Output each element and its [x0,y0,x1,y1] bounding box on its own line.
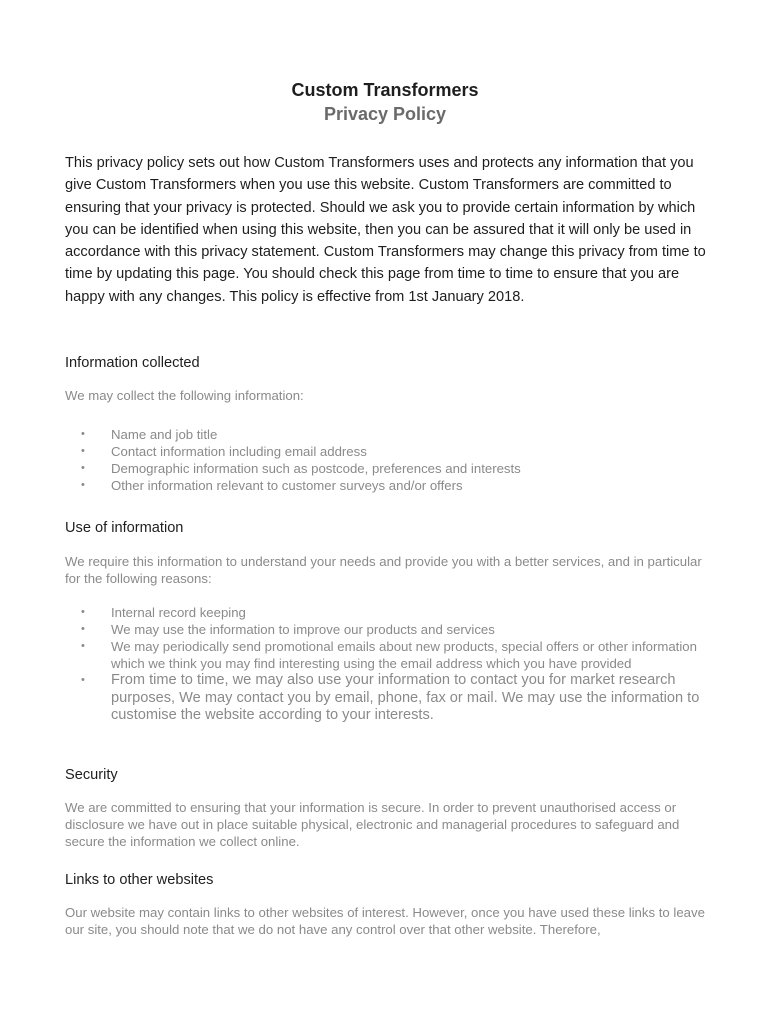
information-collected-list [65,426,715,494]
list-item: • Other information relevant to customer surveys and/or offers [81,478,463,493]
bullet-icon: • [81,479,85,491]
use-of-information-paragraph: We require this information to understand your needs and provide you with a better services, and in particular for the following reasons: [65,554,702,586]
list-item: • We may use the information to improve our products and services [81,622,495,637]
list-item: • Demographic information such as postcode, preferences and interests [81,461,521,476]
section-heading-security: Security [65,767,118,783]
bullet-icon: • [81,445,85,457]
list-item: • We may periodically send promotional emails about new products, special offers or other information which we think you may find interesting using the email address which you have provided [81,639,697,671]
bullet-icon: • [81,462,85,474]
list-item: • Internal record keeping [81,605,246,620]
bullet-icon: • [81,623,85,635]
section-heading-links: Links to other websites [65,872,214,888]
list-item: • Name and job title [81,427,218,442]
bullet-icon: • [81,428,85,440]
use-of-information-list [65,604,715,725]
list-item: • From time to time, we may also use your information to contact you for market research purposes, We may contact you by email, phone, fax or mail. We may use the information to customise the website according to your interests. [81,672,700,723]
document-subtitle: Privacy Policy [323,104,447,124]
information-collected-paragraph: We may collect the following information: [65,388,304,403]
bullet-icon: • [81,674,85,686]
section-heading-information-collected: Information collected [65,355,200,371]
list-item: • Contact information including email address [81,444,367,459]
section-heading-use-of-information: Use of information [65,520,184,536]
security-paragraph: We are committed to ensuring that your information is secure. In order to prevent unauthorised access or disclosure we have out in place suitable physical, electronic and managerial procedures to safeguard and secure the information we collect online. [65,800,680,849]
bullet-icon: • [81,606,85,618]
intro-paragraph: This privacy policy sets out how Custom Transformers uses and protects any information that you give Custom Transformers when you use this website. Custom Transformers are committed to ensuring that your privacy is protected. Should we ask you to provide certain information by which you can be identified when using this website, then you can be assured that it will only be used in accordance with this privacy statement. Custom Transformers may change this privacy from time to time by updating this page. You should check this page from time to time to ensure that you are happy with any changes. This policy is effective from 1st January 2018. [65,155,706,305]
links-paragraph: Our website may contain links to other websites of interest. However, once you have used these links to leave our site, you should note that we do not have any control over that other website. Therefore, [65,905,705,937]
document-title: Custom Transformers [291,80,479,100]
bullet-icon: • [81,640,85,652]
